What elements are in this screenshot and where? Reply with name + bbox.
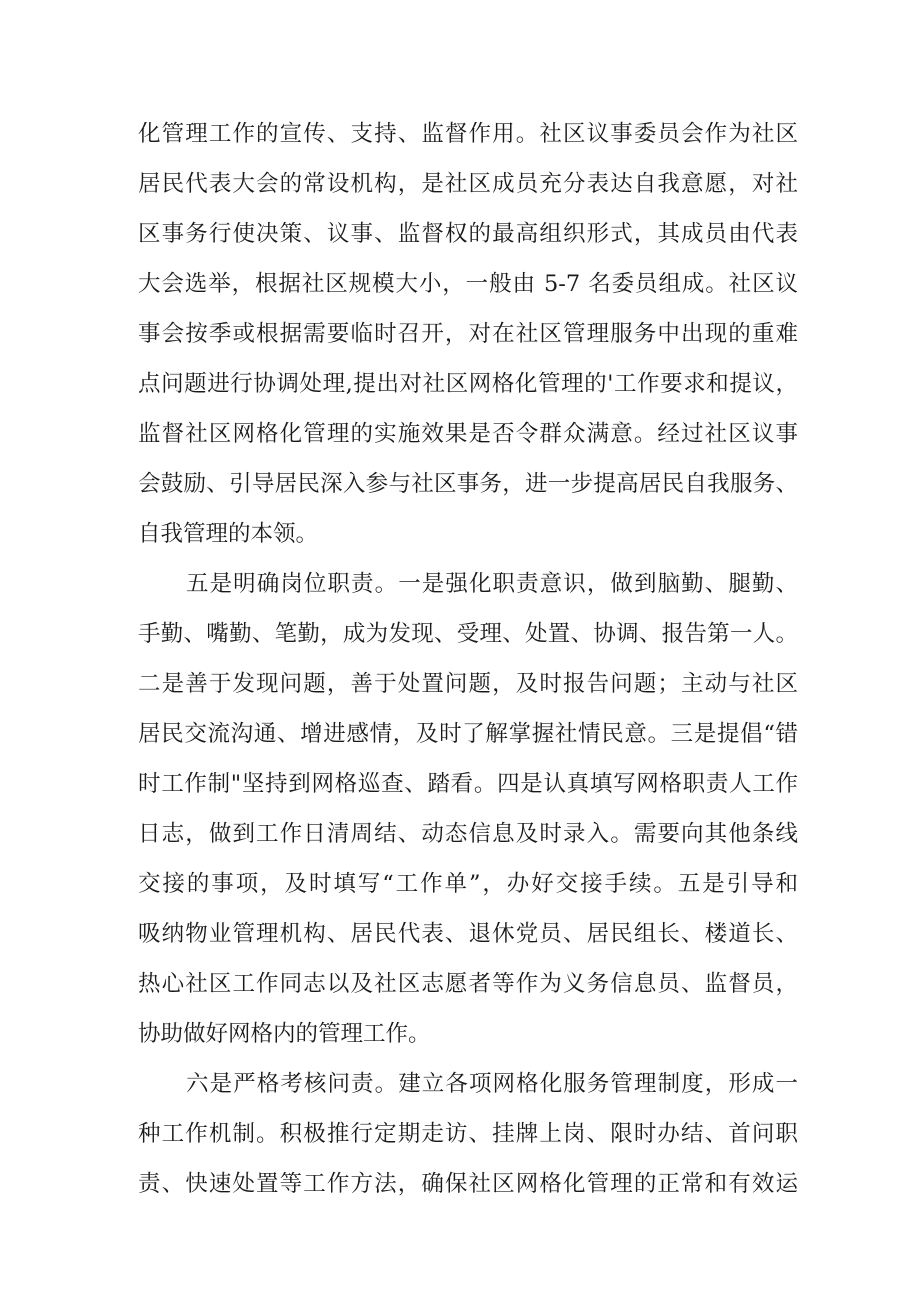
text-line: 化管理工作的宣传、支持、监督作用。社区议事委员会作为社区 (138, 121, 798, 147)
text-line: 大会选举，根据社区规模大小，一般由 5-7 名委员组成。社区议 (138, 271, 798, 297)
text-line: 交接的事项，及时填写“工作单”，办好交接手续。五是引导和 (138, 871, 798, 897)
text-line: 事会按季或根据需要临时召开，对在社区管理服务中出现的重难 (138, 321, 798, 347)
text-line: 热心社区工作同志以及社区志愿者等作为义务信息员、监督员， (138, 971, 798, 997)
text-line: 吸纳物业管理机构、居民代表、退休党员、居民组长、楼道长、 (138, 921, 798, 947)
text-line: 日志，做到工作日清周结、动态信息及时录入。需要向其他条线 (138, 821, 798, 847)
text-line: 居民交流沟通、增进感情，及时了解掌握社情民意。三是提倡“错 (138, 721, 798, 747)
text-line: 协助做好网格内的管理工作。 (138, 1021, 431, 1047)
text-line: 时工作制"坚持到网格巡查、踏看。四是认真填写网格职责人工作 (138, 771, 798, 797)
text-line: 点问题进行协调处理,提出对社区网格化管理的'工作要求和提议， (138, 371, 798, 397)
text-line: 区事务行使决策、议事、监督权的最高组织形式，其成员由代表 (138, 221, 798, 247)
text-line: 五是明确岗位职责。一是强化职责意识，做到脑勤、腿勤、 (186, 571, 798, 597)
text-line: 责、快速处置等工作方法，确保社区网格化管理的正常和有效运 (138, 1171, 798, 1197)
text-line: 二是善于发现问题，善于处置问题，及时报告问题；主动与社区 (138, 671, 798, 697)
text-line: 会鼓励、引导居民深入参与社区事务，进一步提高居民自我服务、 (138, 471, 798, 497)
text-line: 种工作机制。积极推行定期走访、挂牌上岗、限时办结、首问职 (138, 1121, 798, 1147)
text-line: 手勤、嘴勤、笔勤，成为发现、受理、处置、协调、报告第一人。 (138, 621, 798, 647)
text-line: 六是严格考核问责。建立各项网格化服务管理制度，形成一 (186, 1071, 798, 1097)
text-line: 居民代表大会的常设机构，是社区成员充分表达自我意愿，对社 (138, 171, 798, 197)
text-line: 自我管理的本领。 (138, 521, 319, 547)
text-line: 监督社区网格化管理的实施效果是否令群众满意。经过社区议事 (138, 421, 798, 447)
